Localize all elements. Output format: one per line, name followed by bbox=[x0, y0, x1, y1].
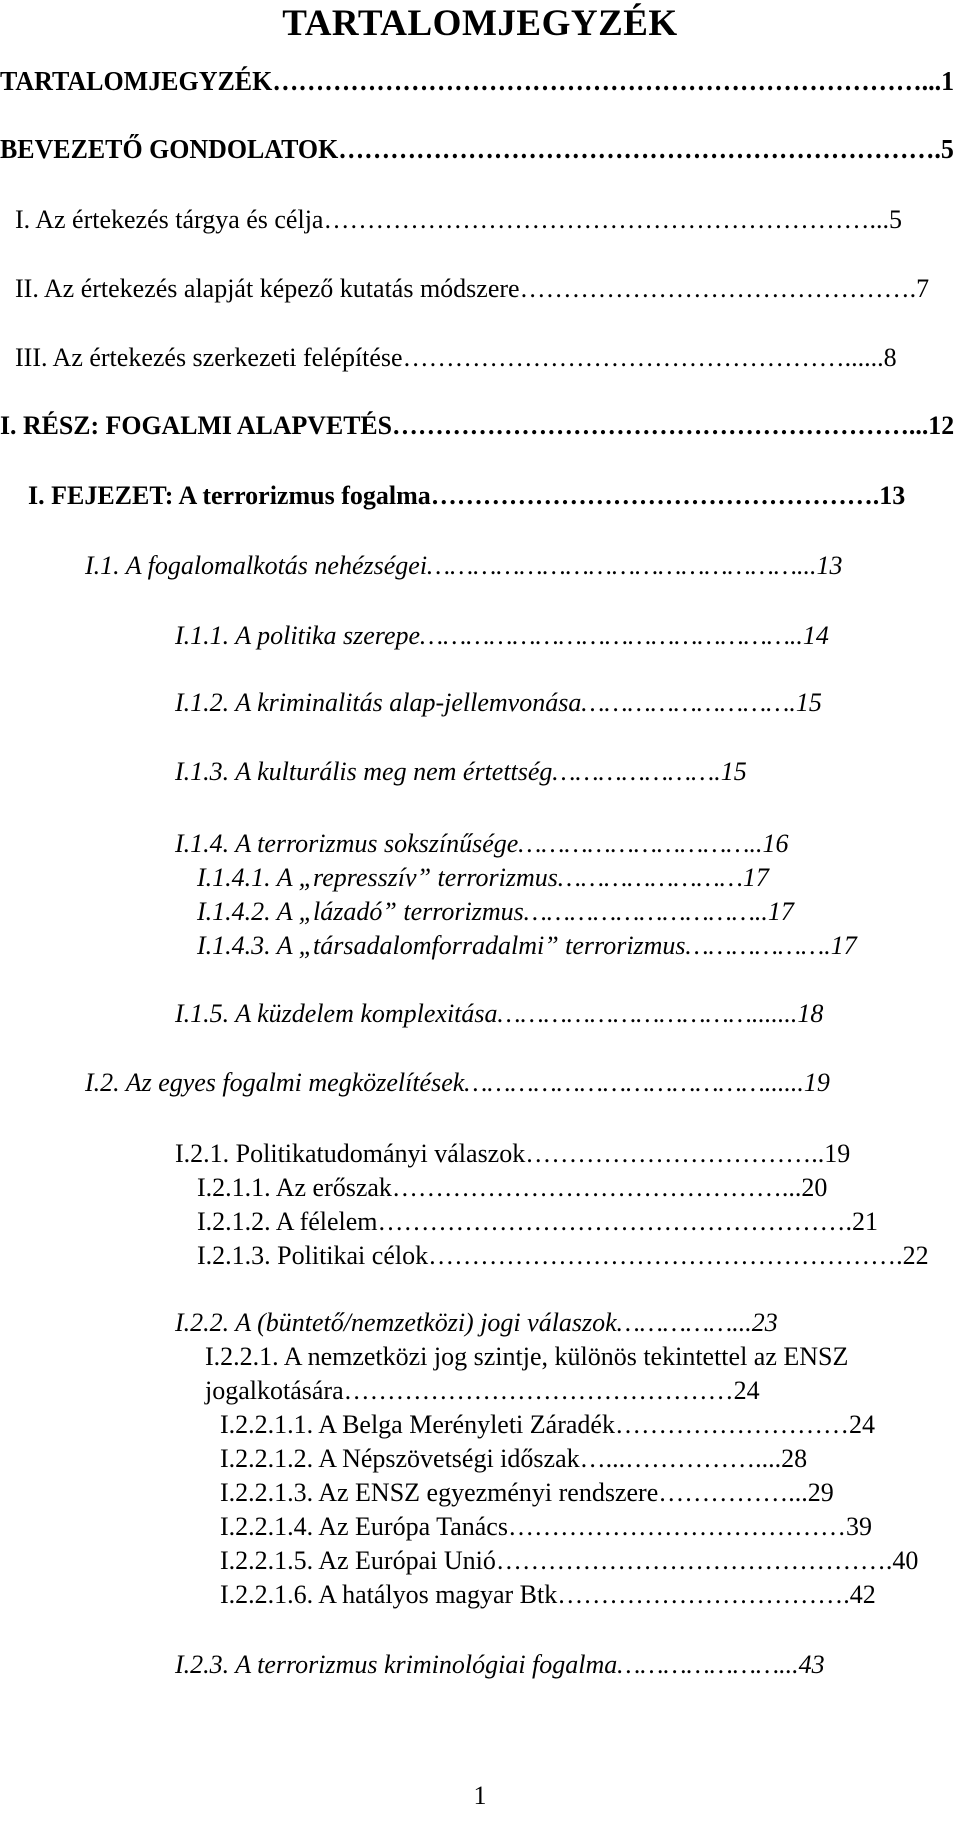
toc-entry: jogalkotására………………………………………24 bbox=[205, 1376, 760, 1405]
toc-entry: I.2.1.1. Az erőszak………………………………………...20 bbox=[197, 1173, 828, 1202]
page-title: TARTALOMJEGYZÉK bbox=[282, 3, 678, 44]
toc-entry: TARTALOMJEGYZÉK…………………………………………………………………...1 bbox=[0, 66, 955, 96]
toc-entry: I.2.2.1.4. Az Európa Tanács…………………………………39 bbox=[220, 1512, 872, 1541]
toc-entry: I.2.2.1. A nemzetközi jog szintje, különös tekintettel az ENSZ bbox=[205, 1342, 849, 1371]
toc-entry: I.2.1.2. A félelem……………………………………………….21 bbox=[197, 1207, 879, 1236]
toc-entry: I.1.4.3. A „társadalomforradalmi” terrorizmus……………….17 bbox=[197, 931, 857, 960]
toc-entry: I.2.2. A (büntető/nemzetközi) jogi válaszok……………...23 bbox=[175, 1308, 778, 1337]
toc-entry: I.1.1. A politika szerepe…………………………………………..14 bbox=[175, 621, 829, 650]
toc-entry: I.2.2.1.3. Az ENSZ egyezményi rendszere……………...29 bbox=[220, 1478, 834, 1507]
toc-entry: BEVEZETŐ GONDOLATOK…………………………………………………………….5 bbox=[0, 134, 954, 164]
page-number: 1 bbox=[473, 1781, 487, 1810]
toc-entry: I.2.3. A terrorizmus kriminológiai fogalma…………………...43 bbox=[175, 1650, 825, 1679]
toc-entry: I.1.4. A terrorizmus sokszínűsége…………………………..16 bbox=[175, 829, 789, 858]
toc-entry: I.1.3. A kulturális meg nem értettség………………….15 bbox=[175, 757, 747, 786]
toc-entry: I.1.5. A küzdelem komplexitása…………………………….......18 bbox=[175, 999, 824, 1028]
toc-entry: I. Az értekezés tárgya és célja………………………………………………………...5 bbox=[15, 205, 902, 234]
toc-entry: I.2.1.3. Politikai célok……………………………………………….22 bbox=[197, 1241, 929, 1270]
toc-entry: III. Az értekezés szerkezeti felépítése……………………………………………......8 bbox=[15, 343, 897, 372]
toc-entry: I.1. A fogalomalkotás nehézségei…………………………………………...13 bbox=[85, 551, 843, 580]
toc-entry: I.2.2.1.6. A hatályos magyar Btk…………………………….42 bbox=[220, 1580, 876, 1609]
toc-entry: I.2.2.1.1. A Belga Merényleti Záradék………………………24 bbox=[220, 1410, 875, 1439]
toc-entry: I.1.2. A kriminalitás alap-jellemvonása……………………….15 bbox=[175, 688, 822, 717]
toc-entry: I.2.1. Politikatudományi válaszok……………………………..19 bbox=[175, 1139, 851, 1168]
toc-entry: I.1.4.2. A „lázadó” terrorizmus…………………………..17 bbox=[197, 897, 794, 926]
toc-entry: I.2.2.1.5. Az Európai Unió……………………………………….40 bbox=[220, 1546, 919, 1575]
toc-entry: I. RÉSZ: FOGALMI ALAPVETÉS……………………………………………………...12 bbox=[0, 411, 955, 440]
toc-entry: I.1.4.1. A „represszív” terrorizmus……………………17 bbox=[197, 863, 769, 892]
toc-entry: II. Az értekezés alapját képező kutatás módszere……………………………………….7 bbox=[15, 274, 930, 303]
toc-entry: I. FEJEZET: A terrorizmus fogalma…………………………………………….13 bbox=[28, 481, 906, 510]
toc-entry: I.2.2.1.2. A Népszövetségi időszak…...……………....28 bbox=[220, 1444, 808, 1473]
toc-entry: I.2. Az egyes fogalmi megközelítések…………………………………......19 bbox=[85, 1068, 830, 1097]
